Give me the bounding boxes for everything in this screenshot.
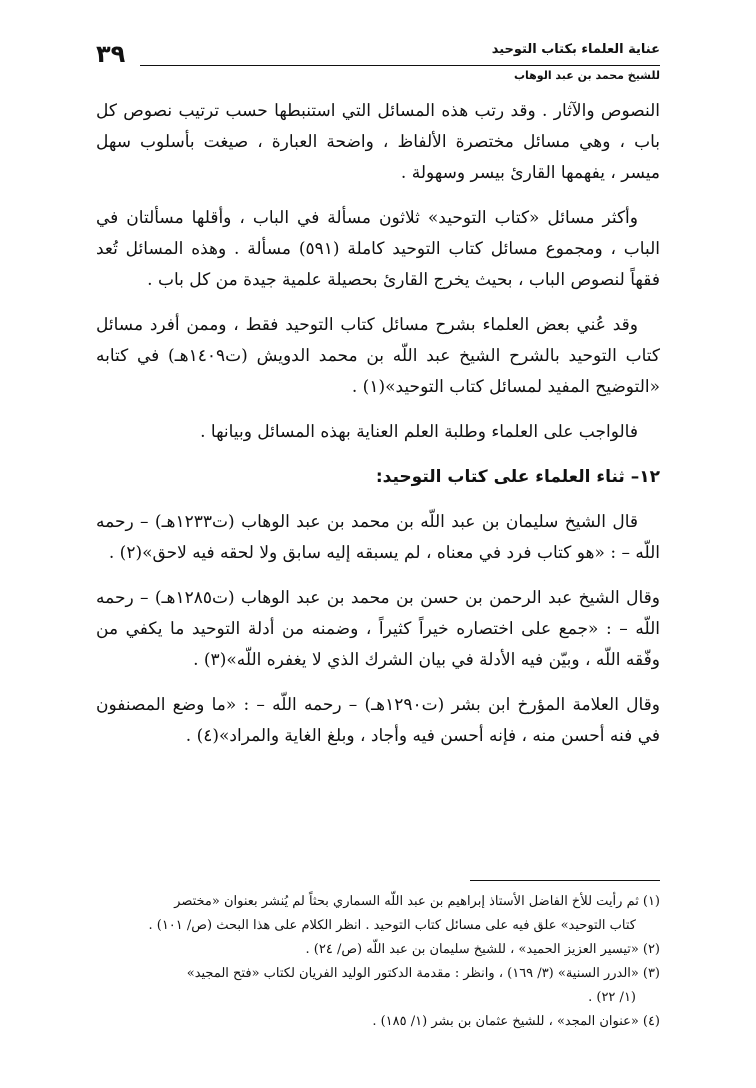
paragraph: وقال العلامة المؤرخ ابن بشر (ت١٢٩٠هـ) – رحمه اللّه – : «ما وضع المصنفون في فنه أحسن منه ، فإنه أحسن فيه وأجاد ، وبلغ الغاية والمراد»(٤) . bbox=[96, 695, 660, 746]
paragraph: وقد عُني بعض العلماء بشرح مسائل كتاب التوحيد فقط ، وممن أفرد مسائل كتاب التوحيد بالشرح الشيخ عبد اللّه بن محمد الدويش (ت١٤٠٩هـ) في كتابه «التوضيح المفيد لمسائل كتاب التوحيد»(١) . bbox=[96, 315, 660, 397]
footnote bbox=[96, 938, 660, 962]
paragraph: وأكثر مسائل «كتاب التوحيد» ثلاثون مسألة في الباب ، وأقلها مسألتان في الباب ، ومجموع مسائل كتاب التوحيد كاملة (٥٩١) مسألة . وهذه المسائل تُعد فقهاً لنصوص الباب ، بحيث يخرج القارئ بحصيلة علمية جيدة من كل باب . bbox=[96, 208, 661, 290]
footnotes bbox=[96, 890, 660, 1034]
footnote-marker: (٣) bbox=[642, 966, 660, 981]
page-header bbox=[96, 38, 660, 86]
page-number: ٣٩ bbox=[96, 40, 126, 68]
footnote-text: «عنوان المجد» ، للشيخ عثمان بن بشر (١/ ١٨٥) . bbox=[372, 1014, 639, 1029]
footnote-text: «الدرر السنية» (٣/ ١٦٩) ، وانظر : مقدمة الدكتور الوليد الفريان لكتاب «فتح المجيد» bbox=[186, 966, 639, 981]
footnote-text: ثم رأيت للأخ الفاضل الأستاذ إبراهيم بن عبد اللّه السماري بحثاً لم يُنشر بعنوان «مختصر bbox=[174, 894, 639, 909]
footnote-marker: (٤) bbox=[642, 1014, 660, 1029]
section-heading: ١٢– ثناء العلماء على كتاب التوحيد: bbox=[375, 467, 660, 487]
footnote-text: «تيسير العزيز الحميد» ، للشيخ سليمان بن عبد اللّه (ص/ ٢٤) . bbox=[305, 942, 639, 957]
footnote-marker: (٢) bbox=[642, 942, 660, 957]
footnote bbox=[96, 962, 660, 986]
footnote-continuation: كتاب التوحيد» علق فيه على مسائل كتاب التوحيد . انظر الكلام على هذا البحث (ص/ ١٠١) . bbox=[148, 918, 636, 933]
running-title: عناية العلماء بكتاب التوحيد bbox=[491, 42, 660, 57]
footnote-rule bbox=[470, 880, 660, 881]
running-subtitle: للشيخ محمد بن عبد الوهاب bbox=[513, 69, 660, 82]
footnote bbox=[96, 890, 660, 914]
paragraph: النصوص والآثار . وقد رتب هذه المسائل التي استنبطها حسب ترتيب نصوص كل باب ، وهي مسائل مختصرة الألفاظ ، واضحة العبارة ، صيغت بأسلوب سهل ميسر ، يفهمها القارئ بيسر وسهولة . bbox=[96, 101, 660, 183]
footnote-marker: (١) bbox=[642, 894, 660, 909]
header-rule bbox=[140, 65, 660, 66]
paragraph: وقال الشيخ عبد الرحمن بن حسن بن محمد بن عبد الوهاب (ت١٢٨٥هـ) – رحمه اللّه – : «جمع على اختصاره خيراً كثيراً ، وضمنه من أدلة التوحيد ما يكفي من وفّقه اللّه ، وبيّن فيه الأدلة في بيان الشرك الذي لا يغفره اللّه»(٣) . bbox=[96, 588, 661, 670]
footnote-continuation: (١/ ٢٢) . bbox=[588, 990, 636, 1005]
paragraph: قال الشيخ سليمان بن عبد اللّه بن محمد بن عبد الوهاب (ت١٢٣٣هـ) – رحمه اللّه – : «هو كتاب فرد في معناه ، لم يسبقه إليه سابق ولا لحقه فيه لاحق»(٢) . bbox=[96, 512, 660, 563]
paragraph: فالواجب على العلماء وطلبة العلم العناية بهذه المسائل وبيانها . bbox=[200, 422, 638, 442]
footnote bbox=[96, 1010, 660, 1034]
main-text bbox=[96, 96, 660, 766]
